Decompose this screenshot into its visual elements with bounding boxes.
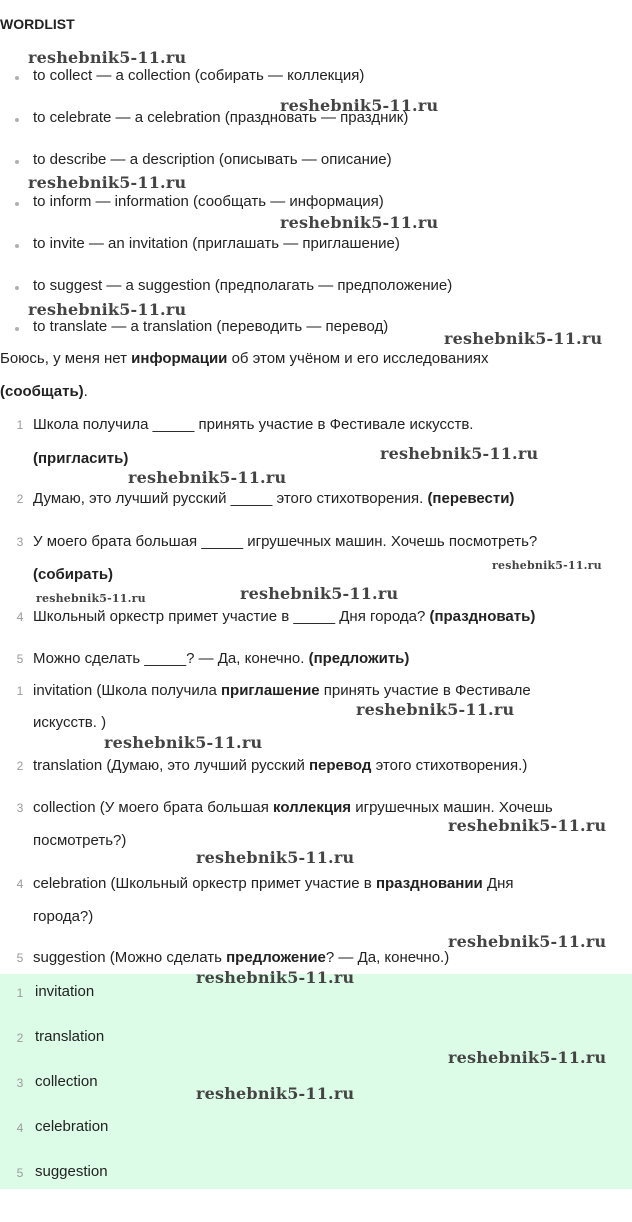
answer-number: 2 bbox=[16, 1031, 24, 1045]
task-number: 5 bbox=[16, 652, 24, 666]
explained-part: игрушечных машин. Хочешь bbox=[351, 799, 553, 816]
wordlist-text: to translate — a translation (переводить — перевод) bbox=[33, 318, 389, 335]
explained-keyword: коллекция bbox=[273, 799, 352, 816]
explained-part: этого стихотворения.) bbox=[371, 757, 528, 774]
wordlist-text: to describe — a description (описывать — описание) bbox=[33, 151, 392, 168]
wordlist-text: to celebrate — a celebration (праздновать — праздник) bbox=[33, 109, 409, 126]
task-hint: (собирать) bbox=[33, 566, 114, 583]
explained-keyword: перевод bbox=[308, 757, 372, 774]
watermark: reshebnik5-11.ru bbox=[356, 700, 515, 719]
explained-part: принять участие в Фестивале bbox=[319, 682, 531, 699]
wordlist-text: to invite — an invitation (приглашать — приглашение) bbox=[33, 235, 400, 252]
explained-continuation: искусств. ) bbox=[33, 714, 107, 731]
task-sentence: Можно сделать _____? — Да, конечно. bbox=[33, 650, 309, 667]
answer-word: suggestion bbox=[35, 1163, 108, 1180]
explained-text bbox=[33, 875, 514, 892]
task-text: Школа получила _____ принять участие в Фестивале искусств. bbox=[33, 416, 474, 433]
example-sentence bbox=[0, 350, 489, 367]
watermark: reshebnik5-11.ru bbox=[280, 96, 439, 115]
bullet-icon bbox=[15, 327, 19, 331]
answer-number: 3 bbox=[16, 1076, 24, 1090]
task-number: 4 bbox=[16, 610, 24, 624]
task-hint-line bbox=[33, 450, 128, 467]
answer-word: translation bbox=[35, 1028, 105, 1045]
example-text: об этом учёном и его исследованиях bbox=[227, 350, 489, 367]
answer-word: celebration bbox=[35, 1118, 109, 1135]
wordlist-heading: WORDLIST bbox=[0, 16, 75, 32]
explained-part: ? — Да, конечно.) bbox=[325, 949, 450, 966]
answer-number: 4 bbox=[16, 1121, 24, 1135]
explained-part: invitation (Школа получила bbox=[33, 682, 221, 699]
watermark: reshebnik5-11.ru bbox=[492, 559, 602, 572]
watermark: reshebnik5-11.ru bbox=[36, 592, 146, 605]
answer-number: 1 bbox=[16, 986, 24, 1000]
watermark: reshebnik5-11.ru bbox=[448, 816, 607, 835]
watermark: reshebnik5-11.ru bbox=[104, 733, 263, 752]
explained-keyword: праздновании bbox=[375, 875, 483, 892]
answer-word: invitation bbox=[35, 983, 95, 1000]
explained-number: 2 bbox=[16, 759, 24, 773]
watermark: reshebnik5-11.ru bbox=[28, 300, 187, 319]
watermark: reshebnik5-11.ru bbox=[28, 173, 187, 192]
wordlist-text: to inform — information (сообщать — информация) bbox=[33, 193, 384, 210]
task-hint-line bbox=[33, 566, 113, 583]
example-text: Боюсь, у меня нет bbox=[0, 350, 132, 367]
bullet-icon bbox=[15, 160, 19, 164]
watermark: reshebnik5-11.ru bbox=[28, 48, 187, 67]
wordlist-text: to suggest — a suggestion (предполагать — предположение) bbox=[33, 277, 453, 294]
task-hint: (праздновать) bbox=[429, 608, 536, 625]
explained-number: 1 bbox=[16, 684, 24, 698]
explained-text bbox=[33, 949, 449, 966]
watermark: reshebnik5-11.ru bbox=[196, 968, 355, 987]
task-text bbox=[33, 490, 514, 507]
explained-keyword: предложение bbox=[226, 949, 326, 966]
watermark: reshebnik5-11.ru bbox=[444, 329, 603, 348]
explained-part: translation (Думаю, это лучший русский bbox=[33, 757, 309, 774]
task-hint: (пригласить) bbox=[33, 450, 129, 467]
task-number: 2 bbox=[16, 492, 24, 506]
task-hint: (предложить) bbox=[308, 650, 410, 667]
task-text bbox=[33, 650, 409, 667]
watermark: reshebnik5-11.ru bbox=[448, 1048, 607, 1067]
watermark: reshebnik5-11.ru bbox=[196, 848, 355, 867]
explained-number: 5 bbox=[16, 951, 24, 965]
explained-continuation: посмотреть?) bbox=[33, 832, 127, 849]
watermark: reshebnik5-11.ru bbox=[196, 1084, 355, 1103]
explained-number: 4 bbox=[16, 877, 24, 891]
wordlist-text: to collect — a collection (собирать — коллекция) bbox=[33, 67, 365, 84]
watermark: reshebnik5-11.ru bbox=[380, 444, 539, 463]
explained-continuation: города?) bbox=[33, 908, 94, 925]
example-keyword: информации bbox=[131, 350, 228, 367]
explained-part: suggestion (Можно сделать bbox=[33, 949, 227, 966]
explained-number: 3 bbox=[16, 801, 24, 815]
task-text bbox=[33, 608, 535, 625]
watermark: reshebnik5-11.ru bbox=[448, 932, 607, 951]
explained-text bbox=[33, 757, 527, 774]
bullet-icon bbox=[15, 244, 19, 248]
bullet-icon bbox=[15, 118, 19, 122]
watermark: reshebnik5-11.ru bbox=[240, 584, 399, 603]
example-hint-line bbox=[0, 383, 88, 400]
watermark: reshebnik5-11.ru bbox=[280, 213, 439, 232]
explained-text bbox=[33, 682, 531, 699]
answer-word: collection bbox=[35, 1073, 98, 1090]
task-number: 3 bbox=[16, 535, 24, 549]
bullet-icon bbox=[15, 76, 19, 80]
watermark: reshebnik5-11.ru bbox=[128, 468, 287, 487]
task-sentence: Думаю, это лучший русский _____ этого стихотворения. bbox=[33, 490, 428, 507]
explained-keyword: приглашение bbox=[220, 682, 320, 699]
explained-text bbox=[33, 799, 553, 816]
bullet-icon bbox=[15, 286, 19, 290]
explained-part: collection (У моего брата большая bbox=[33, 799, 274, 816]
example-hint: (сообщать) bbox=[0, 383, 84, 400]
answer-number: 5 bbox=[16, 1166, 24, 1180]
task-hint: (перевести) bbox=[427, 490, 515, 507]
example-tail: . bbox=[83, 383, 88, 400]
explained-part: celebration (Школьный оркестр примет участие в bbox=[33, 875, 376, 892]
task-text: У моего брата большая _____ игрушечных машин. Хочешь посмотреть? bbox=[33, 533, 538, 550]
task-number: 1 bbox=[16, 418, 24, 432]
task-sentence: Школьный оркестр примет участие в _____ Дня города? bbox=[33, 608, 430, 625]
bullet-icon bbox=[15, 202, 19, 206]
explained-part: Дня bbox=[482, 875, 514, 892]
